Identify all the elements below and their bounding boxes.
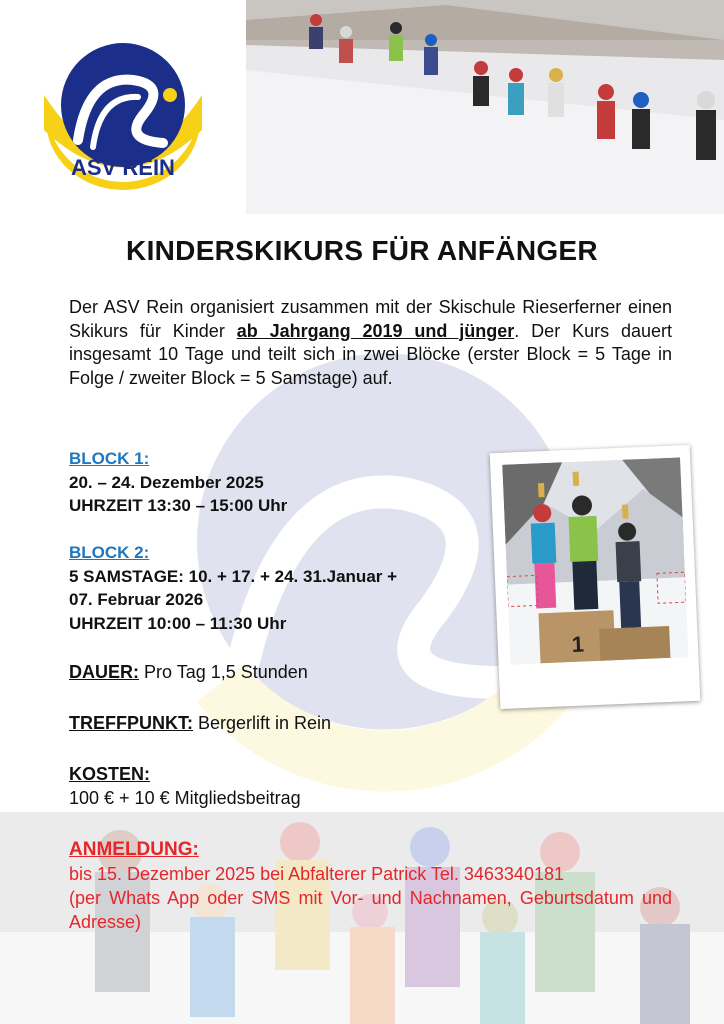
dauer-label: DAUER: <box>69 662 139 682</box>
intro-paragraph <box>69 296 672 390</box>
intro-text-1: Der ASV Rein organisiert zusammen mit der Skischule Rieserferner einen Skikurs für Kinder <box>69 297 672 341</box>
treffpunkt-value: Bergerlift in Rein <box>193 713 332 733</box>
podium-number: 1 <box>571 631 585 658</box>
block1-heading: BLOCK 1: <box>69 449 150 468</box>
block1-time: UHRZEIT 13:30 – 15:00 Uhr <box>69 496 288 515</box>
anmeldung-section <box>69 838 672 934</box>
logo-text: ASV REIN <box>71 155 175 180</box>
block2-section <box>69 541 397 635</box>
treffpunkt-label: TREFFPUNKT: <box>69 713 193 733</box>
intro-text-2: . Der Kurs dauert insgesamt 10 Tage und teilt sich in zwei Blöcke (erster Block = 5 Tage in Folge / zweiter Block = 5 Samstage) auf. <box>69 320 672 388</box>
podium-photo-frame <box>490 445 701 709</box>
kosten-value: 100 € + 10 € Mitgliedsbeitrag <box>69 787 301 808</box>
anmeldung-line2: (per Whats App oder SMS mit Vor- und Nachnamen, Geburtsdatum und Adresse) <box>69 887 672 932</box>
kosten-label: KOSTEN: <box>69 764 150 784</box>
kosten-row <box>69 763 301 810</box>
block2-dates-line2: 07. Februar 2026 <box>69 590 204 609</box>
treffpunkt-row <box>69 712 331 736</box>
dauer-row <box>69 661 308 685</box>
asv-rein-logo <box>38 35 208 190</box>
intro-highlight: ab Jahrgang 2019 und jünger <box>236 320 515 341</box>
block1-section <box>69 447 287 518</box>
block2-heading: BLOCK 2: <box>69 543 150 562</box>
block1-dates: 20. – 24. Dezember 2025 <box>69 472 264 492</box>
page-title: KINDERSKIKURS FÜR ANFÄNGER <box>126 235 598 266</box>
block2-time: UHRZEIT 10:00 – 11:30 Uhr <box>69 613 287 633</box>
podium-photo <box>502 457 688 664</box>
block2-dates-line1: 5 SAMSTAGE: 10. + 17. + 24. 31.Januar + <box>69 566 398 586</box>
anmeldung-line1: bis 15. Dezember 2025 bei Abfalterer Patrick Tel. 3463340181 <box>69 863 564 884</box>
dauer-value: Pro Tag 1,5 Stunden <box>139 662 308 682</box>
ski-kids-photo <box>246 0 724 214</box>
anmeldung-label: ANMELDUNG: <box>69 839 199 860</box>
